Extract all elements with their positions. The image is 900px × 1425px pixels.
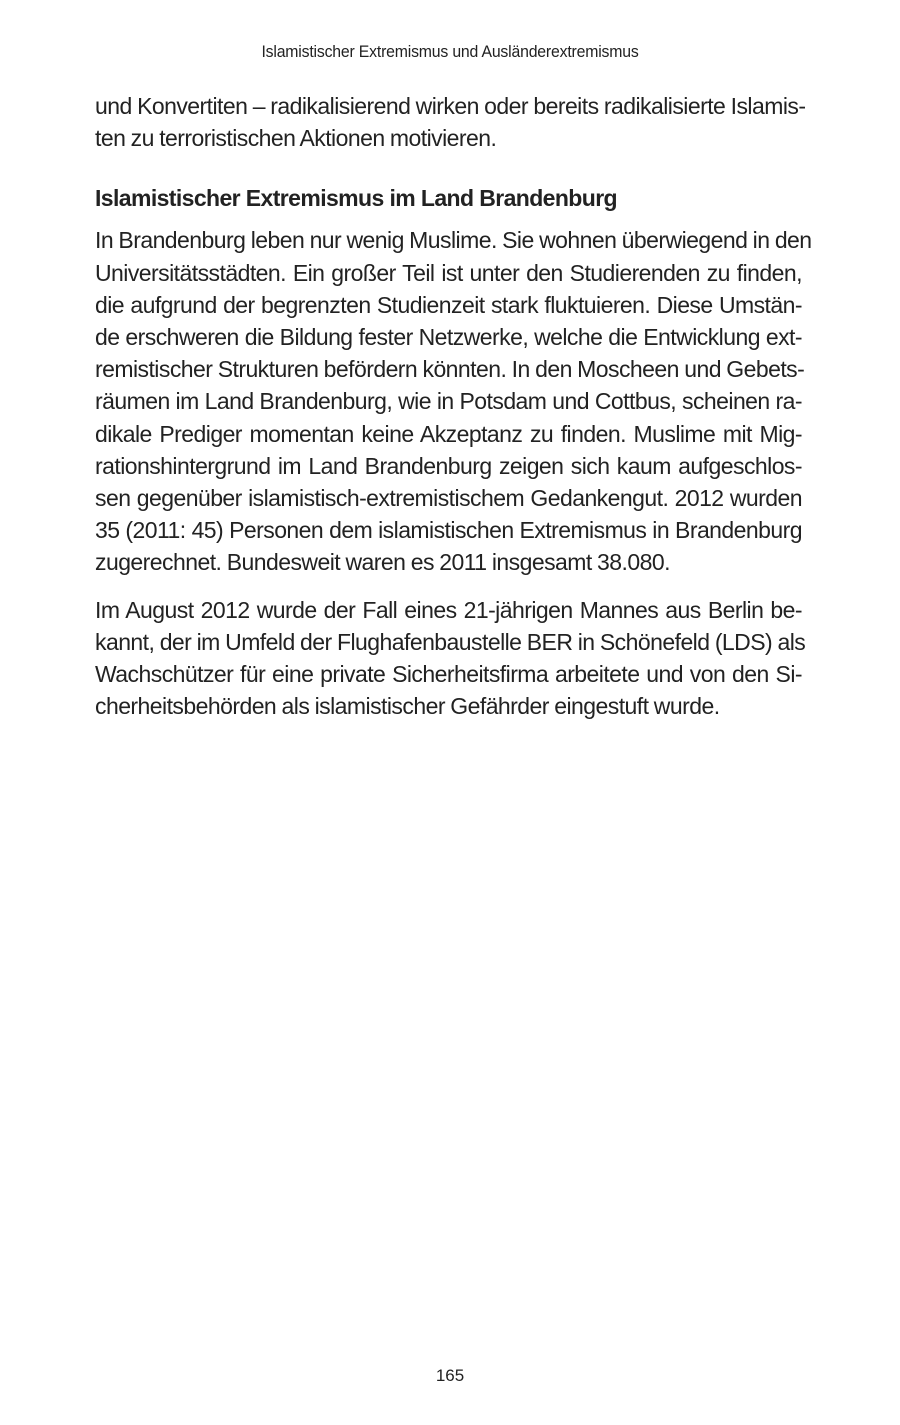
section-heading: Islamistischer Extremismus im Land Brandenburg: [95, 185, 618, 212]
body-paragraph-2: [95, 594, 806, 723]
text-line: de erschweren die Bildung fester Netzwerke, welche die Entwicklung ext-: [95, 324, 802, 351]
intro-paragraph: [95, 90, 806, 154]
text-line: kannt, der im Umfeld der Flughafenbaustelle BER in Schönefeld (LDS) als: [95, 628, 806, 655]
text-line: Universitätsstädten. Ein großer Teil ist unter den Studierenden zu finden,: [95, 259, 802, 286]
text-line: remistischer Strukturen befördern könnten. In den Moscheen und Gebets-: [95, 356, 805, 383]
text-line: räumen im Land Brandenburg, wie in Potsdam und Cottbus, scheinen ra-: [95, 388, 802, 415]
text-line: ten zu terroristischen Aktionen motivieren.: [95, 125, 497, 152]
text-line: rationshintergrund im Land Brandenburg zeigen sich kaum aufgeschlos-: [95, 452, 802, 479]
text-line: und Konvertiten – radikalisierend wirken oder bereits radikalisierte Islamis-: [95, 93, 806, 119]
text-line: Im August 2012 wurde der Fall eines 21-jährigen Mannes aus Berlin be-: [95, 596, 802, 623]
text-line: zugerechnet. Bundesweit waren es 2011 insgesamt 38.080.: [95, 549, 670, 576]
body-paragraph-1: [95, 224, 812, 578]
text-line: dikale Prediger momentan keine Akzeptanz zu finden. Muslime mit Mig-: [95, 420, 802, 447]
text-line: die aufgrund der begrenzten Studienzeit stark fluktuieren. Diese Umstän-: [95, 291, 802, 318]
text-line: cherheitsbehörden als islamistischer Gefährder eingestuft wurde.: [95, 693, 720, 720]
text-line: Wachschützer für eine private Sicherheitsfirma arbeitete und von den Si-: [95, 661, 802, 688]
page-body: [95, 90, 812, 722]
text-line: 35 (2011: 45) Personen dem islamistischen Extremismus in Brandenburg: [95, 517, 802, 544]
text-line: In Brandenburg leben nur wenig Muslime. Sie wohnen überwiegend in den: [95, 227, 812, 254]
running-header: Islamistischer Extremismus und Ausländerextremismus: [261, 42, 639, 61]
page-number: 165: [435, 1366, 465, 1385]
text-line: sen gegenüber islamistisch-extremistischem Gedankengut. 2012 wurden: [95, 485, 802, 512]
